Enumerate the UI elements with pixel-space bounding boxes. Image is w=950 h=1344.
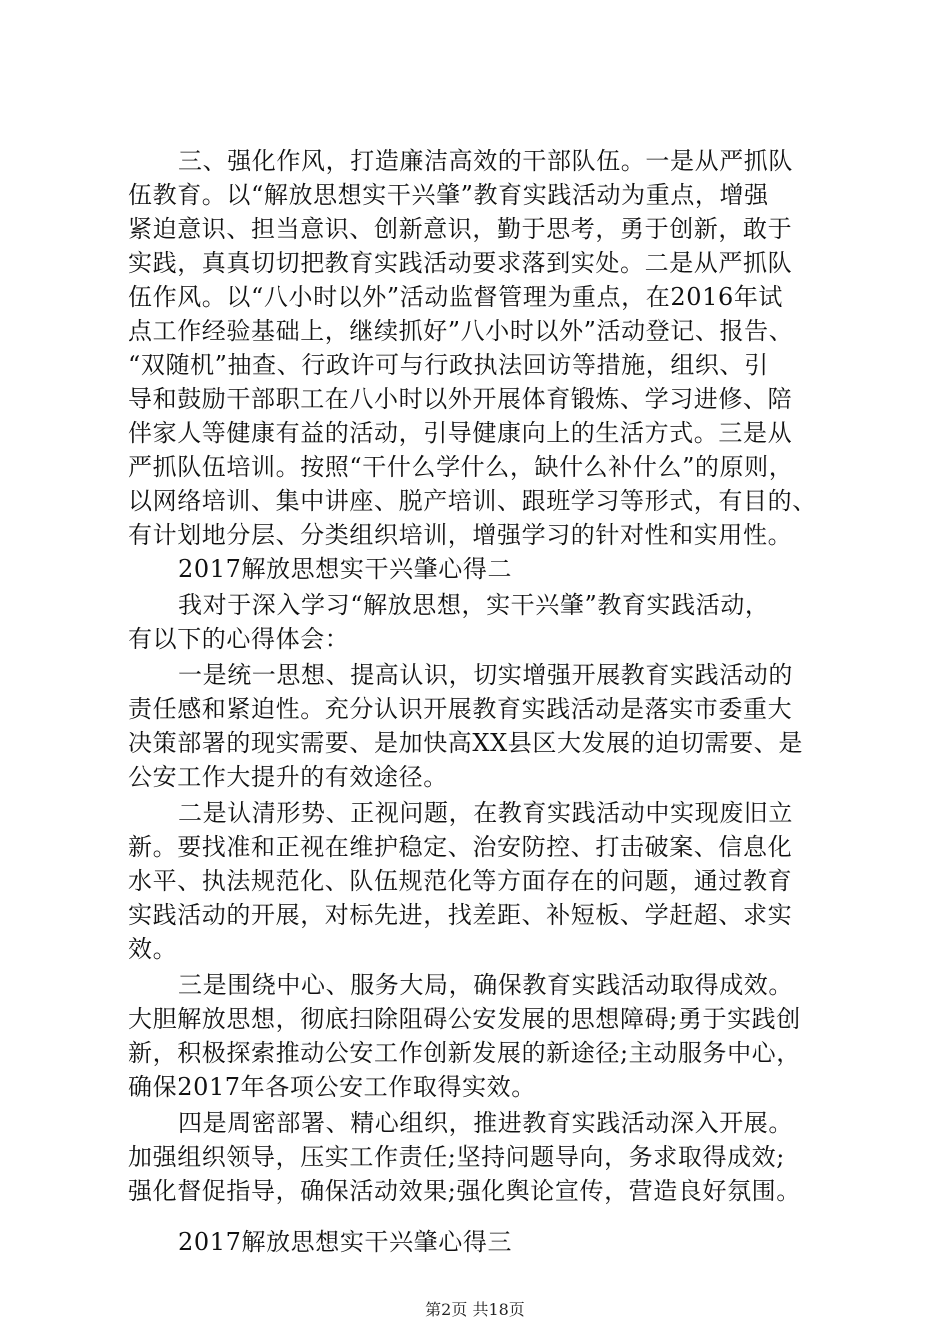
paragraph-line: 点工作经验基础上，继续抓好”八小时以外”活动登记、报告、 <box>128 317 794 345</box>
page-number-footer: 第2页 共18页 <box>425 1300 525 1319</box>
paragraph-line: 伍作风。以“八小时以外”活动监督管理为重点，在2016年试 <box>128 283 784 311</box>
paragraph-line: 实践活动的开展，对标先进，找差距、补短板、学赶超、求实 <box>128 901 793 929</box>
paragraph-line: 确保2017年各项公安工作取得实效。 <box>128 1073 536 1101</box>
paragraph-line: 一是统一思想、提高认识，切实增强开展教育实践活动的 <box>178 661 793 689</box>
section-heading: 2017解放思想实干兴肇心得三 <box>178 1228 513 1256</box>
paragraph-line: 新。要找准和正视在维护稳定、治安防控、打击破案、信息化 <box>128 833 793 861</box>
paragraph-line: 水平、执法规范化、队伍规范化等方面存在的问题，通过教育 <box>128 867 793 895</box>
paragraph-line: 效。 <box>128 935 178 963</box>
paragraph-line: 新，积极探索推动公安工作创新发展的新途径;主动服务中心， <box>128 1039 801 1067</box>
paragraph-line: 大胆解放思想，彻底扫除阻碍公安发展的思想障碍;勇于实践创 <box>128 1005 801 1033</box>
paragraph-line: 紧迫意识、担当意识、创新意识，勤于思考，勇于创新，敢于 <box>128 215 793 243</box>
paragraph-line: 加强组织领导，压实工作责任;坚持问题导向，务求取得成效; <box>128 1143 785 1171</box>
paragraph-line: 以网络培训、集中讲座、脱产培训、跟班学习等形式，有目的、 <box>128 487 817 515</box>
paragraph-line: “双随机”抽查、行政许可与行政执法回访等措施，组织、引 <box>128 351 769 379</box>
paragraph-line: 伴家人等健康有益的活动，引导健康向上的生活方式。三是从 <box>128 419 793 447</box>
paragraph-line: 二是认清形势、正视问题，在教育实践活动中实现废旧立 <box>178 799 793 827</box>
paragraph-line: 决策部署的现实需要、是加快高XX县区大发展的迫切需要、是 <box>128 729 803 757</box>
paragraph-line: 公安工作大提升的有效途径。 <box>128 763 448 791</box>
paragraph-line: 有计划地分层、分类组织培训，增强学习的针对性和实用性。 <box>128 521 793 549</box>
paragraph-line: 四是周密部署、精心组织，推进教育实践活动深入开展。 <box>178 1109 793 1137</box>
paragraph-line: 有以下的心得体会： <box>128 625 350 653</box>
paragraph-line: 伍教育。以“解放思想实干兴肇”教育实践活动为重点，增强 <box>128 181 769 209</box>
paragraph-line: 责任感和紧迫性。充分认识开展教育实践活动是落实市委重大 <box>128 695 793 723</box>
paragraph-line: 严抓队伍培训。按照“干什么学什么，缺什么补什么”的原则， <box>128 453 794 481</box>
paragraph-line: 实践，真真切切把教育实践活动要求落到实处。二是从严抓队 <box>128 249 793 277</box>
paragraph-line: 导和鼓励干部职工在八小时以外开展体育锻炼、学习进修、陪 <box>128 385 793 413</box>
section-heading: 2017解放思想实干兴肇心得二 <box>178 555 513 583</box>
paragraph-line: 三、强化作风，打造廉洁高效的干部队伍。一是从严抓队 <box>178 147 793 175</box>
paragraph-line: 三是围绕中心、服务大局，确保教育实践活动取得成效。 <box>178 971 793 999</box>
paragraph-line: 强化督促指导，确保活动效果;强化舆论宣传，营造良好氛围。 <box>128 1177 801 1205</box>
paragraph-line: 我对于深入学习“解放思想，实干兴肇”教育实践活动， <box>178 591 770 619</box>
